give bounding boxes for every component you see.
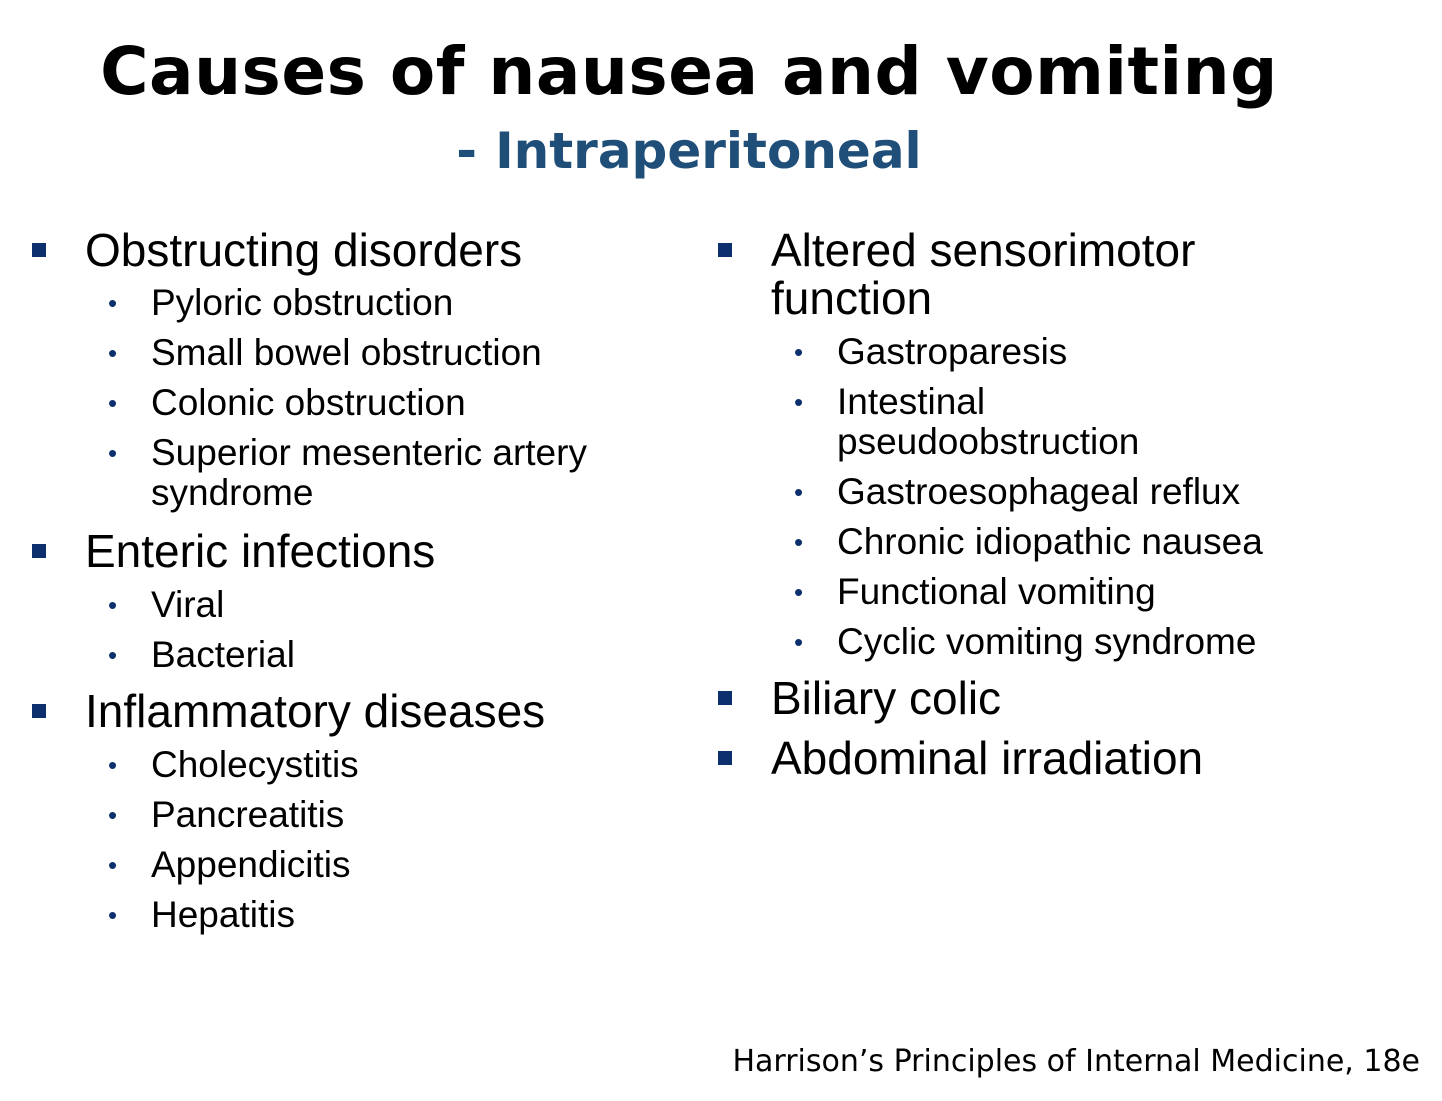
cause-item	[716, 572, 1416, 612]
cause-label: Gastroesophageal reflux	[837, 471, 1241, 512]
cause-item	[30, 283, 690, 323]
dot-bullet-icon: •	[108, 640, 118, 670]
dot-bullet-icon: •	[108, 438, 118, 468]
category-item	[716, 674, 1416, 722]
square-bullet-icon	[32, 243, 46, 257]
square-bullet-icon	[718, 751, 732, 765]
category-item	[30, 527, 690, 575]
square-bullet-icon	[32, 704, 46, 718]
cause-item	[716, 622, 1416, 662]
dot-bullet-icon: •	[794, 527, 804, 557]
category-label: Inflammatory diseases	[85, 685, 546, 737]
cause-label: Hepatitis	[151, 894, 295, 935]
category-label: Biliary colic	[771, 672, 1002, 724]
slide-subtitle	[0, 118, 1378, 184]
dot-bullet-icon: •	[108, 900, 118, 930]
cause-label: Appendicitis	[151, 844, 351, 885]
right-column	[716, 226, 1416, 782]
cause-item	[30, 745, 690, 785]
subtitle-dash: -	[456, 122, 478, 180]
cause-label: Colonic obstruction	[151, 382, 466, 423]
cause-label: Viral	[151, 584, 225, 625]
dot-bullet-icon: •	[794, 627, 804, 657]
category-item	[716, 734, 1416, 782]
cause-label: Cyclic vomiting syndrome	[837, 621, 1257, 662]
dot-bullet-icon: •	[794, 337, 804, 367]
cause-item	[30, 895, 690, 935]
cause-label: Pyloric obstruction	[151, 282, 454, 323]
cause-item	[716, 472, 1416, 512]
dot-bullet-icon: •	[108, 800, 118, 830]
cause-item	[30, 795, 690, 835]
cause-label: Superior mesenteric artery syndrome	[151, 432, 587, 513]
dot-bullet-icon: •	[108, 288, 118, 318]
dot-bullet-icon: •	[108, 750, 118, 780]
category-label: Obstructing disorders	[85, 224, 523, 276]
cause-label: Gastroparesis	[837, 331, 1068, 372]
square-bullet-icon	[32, 544, 46, 558]
left-column	[30, 226, 690, 935]
dot-bullet-icon: •	[794, 477, 804, 507]
cause-label: Small bowel obstruction	[151, 332, 542, 373]
cause-item	[30, 585, 690, 625]
cause-item	[716, 382, 1416, 462]
dot-bullet-icon: •	[794, 387, 804, 417]
category-label: Abdominal irradiation	[771, 732, 1204, 784]
category-item	[30, 687, 690, 735]
dot-bullet-icon: •	[794, 577, 804, 607]
dot-bullet-icon: •	[108, 338, 118, 368]
cause-item	[30, 845, 690, 885]
slide-title: Causes of nausea and vomiting	[100, 33, 1278, 110]
cause-item	[30, 383, 690, 423]
category-item	[30, 226, 690, 274]
category-label: Enteric infections	[85, 525, 436, 577]
cause-item	[716, 332, 1416, 372]
cause-label: Intestinal pseudoobstruction	[837, 381, 1140, 462]
cause-item	[30, 333, 690, 373]
cause-label: Cholecystitis	[151, 744, 359, 785]
cause-label: Pancreatitis	[151, 794, 345, 835]
square-bullet-icon	[718, 243, 732, 257]
source-citation: Harrison’s Principles of Internal Medicine, 18e	[732, 1044, 1420, 1079]
subtitle-text: Intraperitoneal	[495, 122, 922, 180]
cause-label: Functional vomiting	[837, 571, 1156, 612]
cause-label: Chronic idiopathic nausea	[837, 521, 1263, 562]
square-bullet-icon	[718, 691, 732, 705]
cause-label: Bacterial	[151, 634, 295, 675]
cause-item	[30, 433, 690, 513]
category-label: Altered sensorimotor function	[771, 224, 1196, 324]
cause-item	[30, 635, 690, 675]
dot-bullet-icon: •	[108, 590, 118, 620]
category-item	[716, 226, 1416, 322]
dot-bullet-icon: •	[108, 388, 118, 418]
cause-item	[716, 522, 1416, 562]
dot-bullet-icon: •	[108, 850, 118, 880]
